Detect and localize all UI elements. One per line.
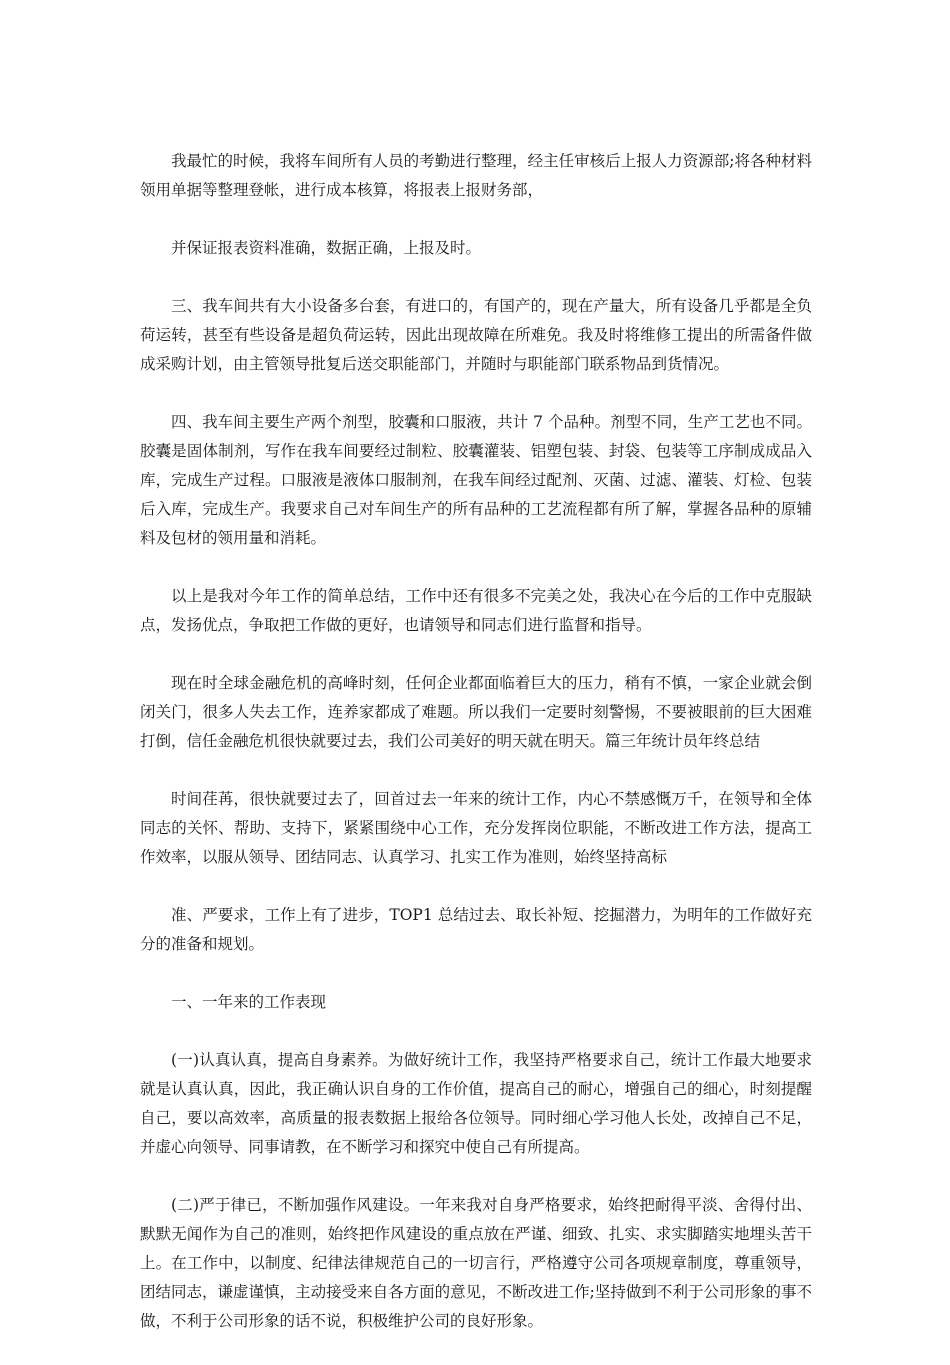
paragraph-equipment: 三、我车间共有大小设备多台套，有进口的，有国产的，现在产量大，所有设备几乎都是全负荷运转，甚至有些设备是超负荷运转，因此出现故障在所难免。我及时将维修工提出的所需备件做成采购计划，由主管领导批复后送交职能部门，并随时与职能部门联系物品到货情况。 (140, 297, 812, 373)
paragraph-diligence: (一)认真认真，提高自身素养。为做好统计工作，我坚持严格要求自己，统计工作最大地要求就是认真认真，因此，我正确认识自身的工作价值，提高自己的耐心，增强自己的细心，时刻提醒自己，要以高效率，高质量的报表数据上报给各位领导。同时细心学习他人长处，改掉自己不足，并虚心向领导、同事请教，在不断学习和探究中使自己有所提高。 (140, 1051, 812, 1156)
paragraph-report-accuracy: 并保证报表资料准确，数据正确，上报及时。 (171, 239, 482, 257)
paragraph-financial-crisis: 现在时全球金融危机的高峰时刻，任何企业都面临着巨大的压力，稍有不慎，一家企业就会倒闭关门，很多人失去工作，连养家都成了难题。所以我们一定要时刻警惕，不要被眼前的巨大困难打倒，信任金融危机很快就要过去，我们公司美好的明天就在明天。篇三年统计员年终总结 (140, 674, 812, 750)
paragraph-summary: 以上是我对今年工作的简单总结，工作中还有很多不完美之处，我决心在今后的工作中克服缺点，发扬优点，争取把工作做的更好，也请领导和同志们进行监督和指导。 (140, 587, 812, 634)
paragraph-production: 四、我车间主要生产两个剂型，胶囊和口服液，共计 7 个品种。剂型不同，生产工艺也不同。胶囊是固体制剂，写作在我车间要经过制粒、胶囊灌装、铝塑包装、封袋、包装等工序制成成品入库，完成生产过程。口服液是液体口服制剂，在我车间经过配剂、灭菌、过滤、灌装、灯检、包装后入库，完成生产。我要求自己对车间生产的所有品种的工艺流程都有所了解，掌握各品种的原辅料及包材的领用量和消耗。 (140, 413, 812, 547)
document-body (140, 147, 812, 1365)
section-heading-performance: 一、一年来的工作表现 (171, 993, 327, 1011)
paragraph-statistics-intro: 时间荏苒，很快就要过去了，回首过去一年来的统计工作，内心不禁感慨万千，在领导和全体同志的关怀、帮助、支持下，紧紧围绕中心工作，充分发挥岗位职能，不断改进工作方法，提高工作效率，以服从领导、团结同志、认真学习、扎实工作为准则，始终坚持高标 (140, 790, 812, 866)
paragraph-statistics-continued: 准、严要求，工作上有了进步，TOP1 总结过去、取长补短、挖掘潜力，为明年的工作做好充分的准备和规划。 (140, 906, 812, 953)
paragraph-self-discipline: (二)严于律已，不断加强作风建设。一年来我对自身严格要求，始终把耐得平淡、舍得付出、默默无闻作为自己的准则，始终把作风建设的重点放在严谨、细致、扎实、求实脚踏实地埋头苦干上。在工作中，以制度、纪律法律规范自己的一切言行，严格遵守公司各项规章制度，尊重领导，团结同志，谦虚谨慎，主动接受来自各方面的意见，不断改进工作;坚持做到不利于公司形象的事不做，不利于公司形象的话不说，积极维护公司的良好形象。 (140, 1196, 812, 1330)
paragraph-attendance: 我最忙的时候，我将车间所有人员的考勤进行整理，经主任审核后上报人力资源部;将各种材料领用单据等整理登帐，进行成本核算，将报表上报财务部， (140, 152, 812, 199)
